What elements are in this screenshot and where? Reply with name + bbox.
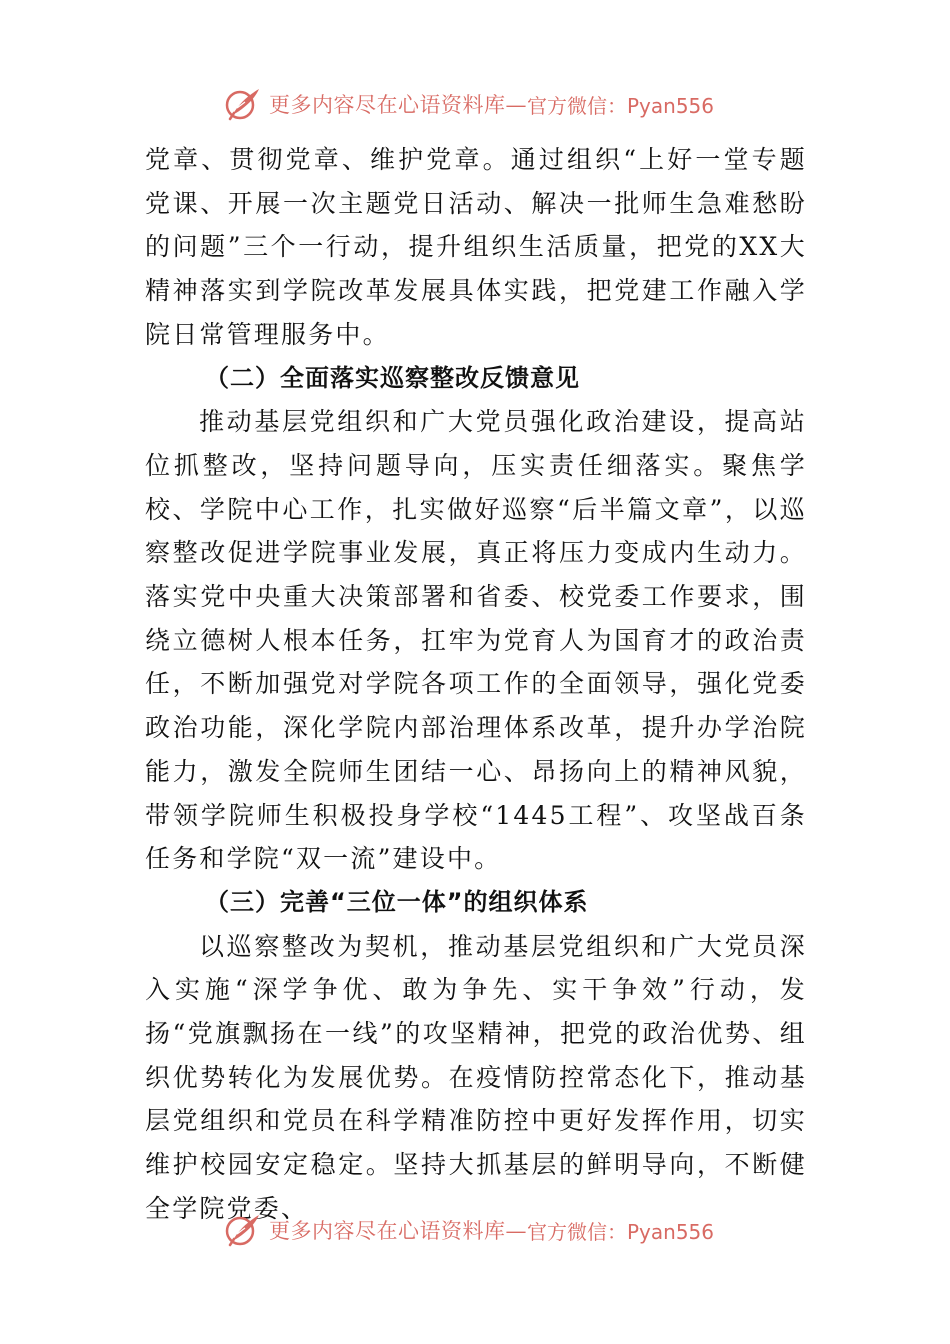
banner-brand-text: 更多内容尽在心语资料库— bbox=[269, 93, 527, 117]
paragraph-section-2: 推动基层党组织和广大党员强化政治建设，提高站位抓整改，坚持问题导向，压实责任细落实。聚焦学校、学院中心工作，扎实做好巡察“后半篇文章”，以巡察整改促进学院事业发展，真正将压力变成内生动力。落实党中央重大决策部署和省委、校党委工作要求，围绕立德树人根本任务，扛牢为党育人为国育才的政治责任，不断加强党对学院各项工作的全面领导，强化党委政治功能，深化学院内部治理体系改革，提升办学治院能力，激发全院师生团结一心、昂扬向上的精神风貌，带领学院师生积极投身学校“1445工程”、攻坚战百条任务和学院“双一流”建设中。 bbox=[145, 407, 807, 874]
header-banner bbox=[225, 84, 725, 124]
document-body bbox=[145, 138, 807, 1231]
section-heading-2: （二）全面落实巡察整改反馈意见 bbox=[205, 363, 580, 392]
quill-logo-icon bbox=[225, 1212, 263, 1248]
paragraph-continued: 党章、贯彻党章、维护党章。通过组织“上好一堂专题党课、开展一次主题党日活动、解决一批师生急难愁盼的问题”三个一行动，提升组织生活质量，把党的XX大精神落实到学院改革发展具体实践，把党建工作融入学院日常管理服务中。 bbox=[145, 145, 807, 349]
banner-wechat-text: 官方微信：Pyan556 bbox=[527, 1219, 715, 1244]
quill-logo-icon bbox=[225, 86, 263, 122]
banner-wechat-text: 官方微信：Pyan556 bbox=[527, 93, 715, 118]
footer-banner bbox=[225, 1210, 725, 1250]
section-heading-3: （三）完善“三位一体”的组织体系 bbox=[205, 887, 589, 916]
banner-brand-text: 更多内容尽在心语资料库— bbox=[269, 1219, 527, 1243]
paragraph-section-3: 以巡察整改为契机，推动基层党组织和广大党员深入实施“深学争优、敢为争先、实干争效”行动，发扬“党旗飘扬在一线”的攻坚精神，把党的政治优势、组织优势转化为发展优势。在疫情防控常态化下，推动基层党组织和党员在科学精准防控中更好发挥作用，切实维护校园安定稳定。坚持大抓基层的鲜明导向，不断健全学院党委、 bbox=[145, 931, 807, 1223]
